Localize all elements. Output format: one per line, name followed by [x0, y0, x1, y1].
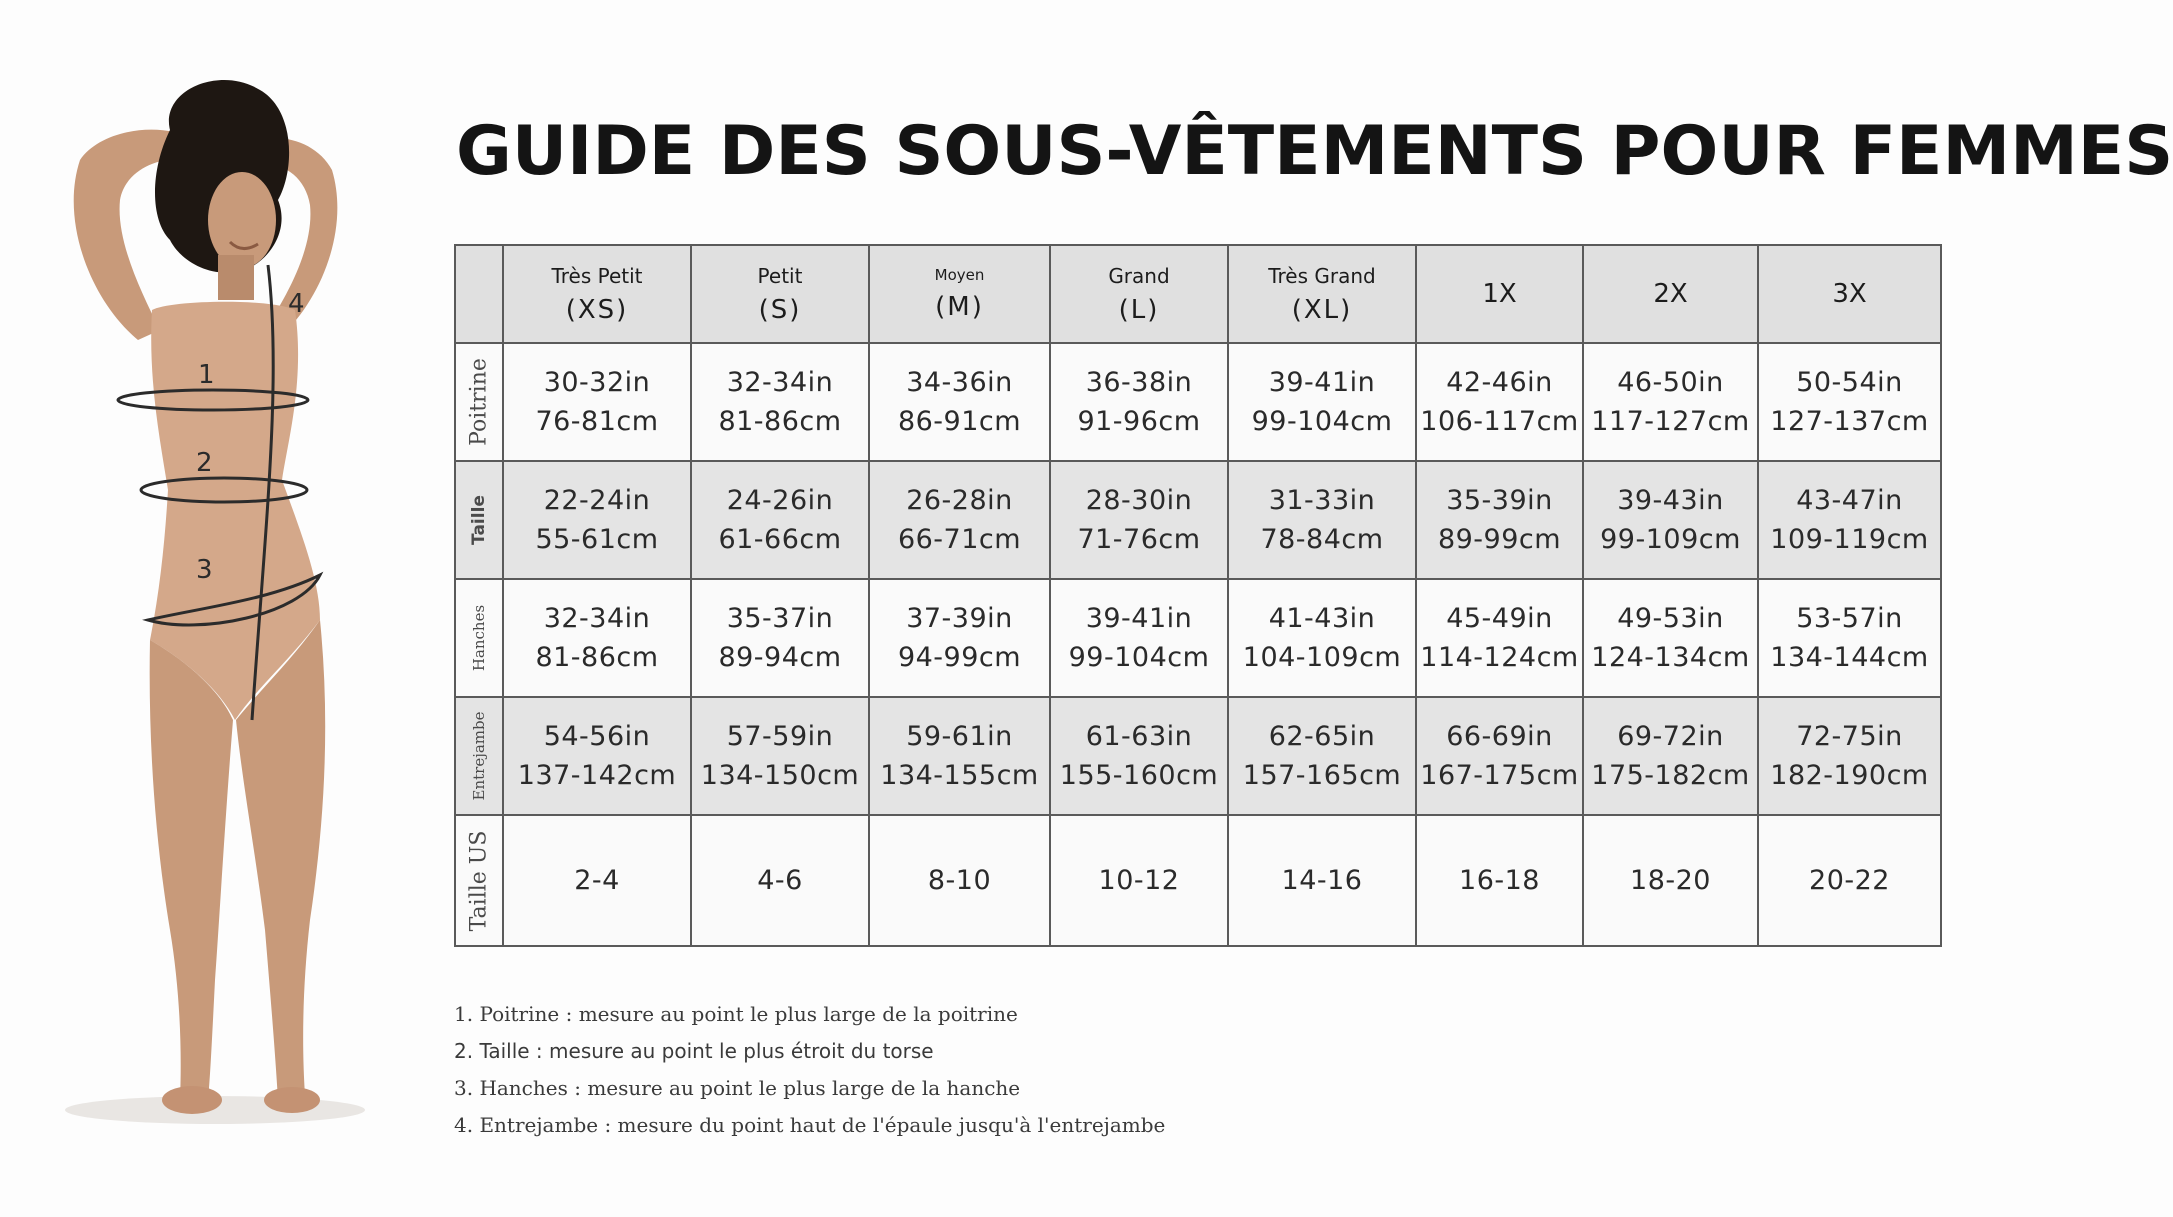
value-centimeters: 94-99cm — [897, 642, 1022, 673]
value-centimeters: 104-109cm — [1242, 642, 1402, 673]
left-shoe — [162, 1086, 222, 1114]
header-code: (M) — [935, 291, 984, 322]
table-cell — [1050, 343, 1228, 461]
table-cell — [503, 579, 691, 697]
table-cell — [1228, 461, 1416, 579]
row-label: Taille US — [466, 830, 492, 931]
row-label-cell — [455, 343, 503, 461]
value-inches: 34-36in — [906, 367, 1013, 398]
table-row-us-size — [455, 815, 1941, 946]
table-cell — [1758, 461, 1941, 579]
header-2x — [1583, 245, 1758, 343]
value-centimeters: 99-104cm — [1251, 406, 1393, 437]
left-leg — [150, 640, 233, 1100]
size-chart-table — [454, 244, 1942, 947]
header-name: Très Grand — [1268, 264, 1376, 288]
page-title: GUIDE DES SOUS-VÊTEMENTS POUR FEMMES — [456, 112, 2173, 191]
table-cell — [1583, 343, 1758, 461]
value-inches: 43-47in — [1796, 485, 1903, 516]
table-cell — [1758, 579, 1941, 697]
value-inches: 35-37in — [726, 603, 834, 634]
table-cell — [1416, 343, 1583, 461]
value-inches: 37-39in — [906, 603, 1013, 634]
table-cell — [691, 579, 869, 697]
note-hips: 3. Hanches : mesure au point le plus large de la hanche — [454, 1076, 1021, 1100]
table-cell — [1416, 697, 1583, 815]
table-cell — [1583, 461, 1758, 579]
header-xs — [503, 245, 691, 343]
table-cell — [691, 343, 869, 461]
value-inches: 49-53in — [1617, 603, 1724, 634]
value-inches: 39-41in — [1085, 603, 1193, 634]
value-inches: 46-50in — [1617, 367, 1724, 398]
table-cell — [869, 343, 1050, 461]
row-label-cell — [455, 579, 503, 697]
row-label: Hanches — [470, 604, 488, 672]
table-cell: 20-22 — [1758, 815, 1941, 946]
value-inches: 24-26in — [726, 485, 834, 516]
value-inches: 31-33in — [1268, 485, 1376, 516]
value-centimeters: 137-142cm — [517, 760, 677, 791]
note-inseam: 4. Entrejambe : mesure du point haut de l'épaule jusqu'à l'entrejambe — [454, 1113, 1166, 1137]
table-cell — [1228, 579, 1416, 697]
table-cell — [503, 461, 691, 579]
value-inches: 35-39in — [1446, 485, 1553, 516]
value-centimeters: 89-99cm — [1437, 524, 1562, 555]
table-cell: 2-4 — [503, 815, 691, 946]
value-centimeters: 109-119cm — [1770, 524, 1929, 555]
table-cell: 14-16 — [1228, 815, 1416, 946]
value-centimeters: 106-117cm — [1420, 406, 1579, 437]
header-1x — [1416, 245, 1583, 343]
value-inches: 66-69in — [1446, 721, 1553, 752]
header-l — [1050, 245, 1228, 343]
table-cell — [1583, 579, 1758, 697]
table-cell — [1416, 461, 1583, 579]
value-inches: 59-61in — [906, 721, 1013, 752]
table-cell — [691, 697, 869, 815]
table-cell — [1416, 579, 1583, 697]
table-cell — [1758, 343, 1941, 461]
value-inches: 69-72in — [1617, 721, 1724, 752]
value-centimeters: 114-124cm — [1420, 642, 1579, 673]
table-cell — [869, 579, 1050, 697]
value-centimeters: 91-96cm — [1077, 406, 1201, 437]
header-name: Très Petit — [551, 264, 643, 288]
table-cell: 16-18 — [1416, 815, 1583, 946]
value-centimeters: 124-134cm — [1591, 642, 1750, 673]
header-xl — [1228, 245, 1416, 343]
table-cell — [503, 697, 691, 815]
table-cell — [869, 461, 1050, 579]
value-centimeters: 127-137cm — [1770, 406, 1929, 437]
header-s — [691, 245, 869, 343]
value-inches: 50-54in — [1796, 367, 1903, 398]
value-centimeters: 86-91cm — [897, 406, 1022, 437]
header-m — [869, 245, 1050, 343]
table-cell: 18-20 — [1583, 815, 1758, 946]
value-inches: 72-75in — [1796, 721, 1903, 752]
table-row — [455, 461, 1941, 579]
value-centimeters: 134-150cm — [700, 760, 860, 791]
value-inches: 41-43in — [1268, 603, 1376, 634]
table-cell: 10-12 — [1050, 815, 1228, 946]
row-label-cell — [455, 461, 503, 579]
table-cell — [869, 697, 1050, 815]
header-row — [455, 245, 1941, 343]
table-cell — [1228, 343, 1416, 461]
value-centimeters: 76-81cm — [535, 406, 659, 437]
value-inches: 22-24in — [543, 485, 651, 516]
table-cell — [691, 461, 869, 579]
table-cell: 8-10 — [869, 815, 1050, 946]
value-centimeters: 157-165cm — [1242, 760, 1402, 791]
value-centimeters: 155-160cm — [1059, 760, 1219, 791]
header-name: Moyen — [934, 266, 985, 285]
model-figure-illustration — [20, 60, 400, 1140]
row-label-cell — [455, 697, 503, 815]
right-shoe — [264, 1087, 320, 1113]
header-name: Petit — [757, 264, 803, 288]
table-cell — [1758, 697, 1941, 815]
value-inches: 42-46in — [1446, 367, 1553, 398]
value-inches: 53-57in — [1796, 603, 1903, 634]
value-inches: 39-41in — [1268, 367, 1376, 398]
value-centimeters: 78-84cm — [1260, 524, 1384, 555]
table-cell — [1583, 697, 1758, 815]
value-inches: 26-28in — [906, 485, 1013, 516]
table-cell — [1050, 461, 1228, 579]
value-inches: 30-32in — [543, 367, 651, 398]
value-centimeters: 66-71cm — [897, 524, 1022, 555]
value-inches: 36-38in — [1085, 367, 1193, 398]
value-centimeters: 89-94cm — [718, 642, 842, 673]
note-waist: 2. Taille : mesure au point le plus étroit du torse — [454, 1039, 934, 1063]
value-inches: 62-65in — [1268, 721, 1376, 752]
value-inches: 57-59in — [726, 721, 834, 752]
neck — [218, 255, 254, 300]
value-inches: 28-30in — [1085, 485, 1193, 516]
table-cell — [1050, 697, 1228, 815]
marker-1: 1 — [198, 360, 215, 390]
value-centimeters: 134-144cm — [1770, 642, 1929, 673]
header-code: (XL) — [1291, 295, 1353, 325]
marker-2: 2 — [196, 448, 213, 478]
row-label: Entrejambe — [470, 711, 488, 801]
value-inches: 45-49in — [1446, 603, 1553, 634]
value-centimeters: 99-109cm — [1600, 524, 1741, 555]
header-code: (XS) — [565, 295, 629, 325]
value-inches: 32-34in — [543, 603, 651, 634]
row-label-cell — [455, 815, 503, 946]
header-corner — [455, 245, 503, 343]
table-row — [455, 579, 1941, 697]
value-centimeters: 99-104cm — [1068, 642, 1210, 673]
value-inches: 54-56in — [543, 721, 651, 752]
marker-3: 3 — [196, 555, 213, 585]
value-inches: 39-43in — [1617, 485, 1724, 516]
value-centimeters: 117-127cm — [1591, 406, 1750, 437]
table-body — [455, 343, 1941, 946]
value-inches: 32-34in — [726, 367, 834, 398]
table-row — [455, 697, 1941, 815]
header-name: 3X — [1832, 279, 1867, 309]
header-code: (L) — [1118, 295, 1160, 325]
row-label: Poitrine — [466, 358, 492, 446]
header-3x — [1758, 245, 1941, 343]
value-centimeters: 175-182cm — [1591, 760, 1750, 791]
value-centimeters: 81-86cm — [718, 406, 842, 437]
header-code: (S) — [758, 295, 802, 325]
header-name: 2X — [1653, 279, 1688, 309]
table-cell — [1228, 697, 1416, 815]
measurement-notes — [454, 996, 1165, 1144]
face — [208, 172, 276, 268]
value-centimeters: 81-86cm — [535, 642, 659, 673]
value-centimeters: 167-175cm — [1420, 760, 1579, 791]
value-centimeters: 61-66cm — [718, 524, 842, 555]
table-cell — [503, 343, 691, 461]
header-name: Grand — [1108, 264, 1170, 288]
marker-4: 4 — [288, 289, 305, 319]
value-centimeters: 55-61cm — [535, 524, 659, 555]
value-centimeters: 134-155cm — [880, 760, 1039, 791]
table-row — [455, 343, 1941, 461]
header-name: 1X — [1482, 279, 1517, 309]
value-centimeters: 182-190cm — [1770, 760, 1929, 791]
value-centimeters: 71-76cm — [1077, 524, 1201, 555]
table-cell — [1050, 579, 1228, 697]
value-inches: 61-63in — [1085, 721, 1193, 752]
table-cell: 4-6 — [691, 815, 869, 946]
row-label: Taille — [469, 495, 489, 545]
note-chest: 1. Poitrine : mesure au point le plus large de la poitrine — [454, 1002, 1018, 1026]
